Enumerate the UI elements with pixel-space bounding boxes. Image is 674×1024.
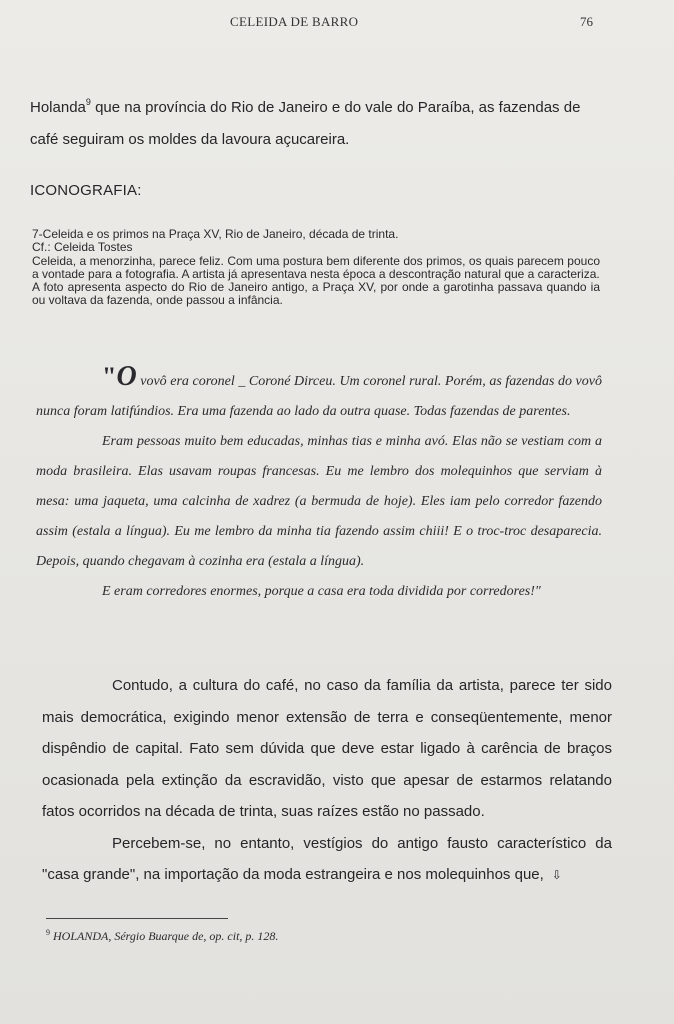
drop-letter: O (116, 361, 137, 392)
footnote-text: HOLANDA, Sérgio Buarque de, op. cit, p. 128. (50, 929, 279, 943)
body-paragraph-2 (42, 828, 612, 892)
running-title: CELEIDA DE BARRO (230, 14, 359, 29)
intro-text-rest: que na província do Rio de Janeiro e do vale do Paraíba, as fazendas de café seguiram os moldes da lavoura açucareira. (30, 99, 581, 148)
quote-text-1: vovô era coronel _ Coroné Dirceu. Um coronel rural. Porém, as fazendas do vovô nunca foram latifúndios. Era uma fazenda ao lado da outra quase. Todas fazendas de parentes. (36, 374, 602, 419)
footnote-number: 9 (46, 928, 50, 937)
quote-paragraph-2: Eram pessoas muito bem educadas, minhas tias e minha avó. Elas não se vestiam com a moda brasileira. Elas usavam roupas francesas. Eu me lembro dos molequinhos que serviam à mesa: uma jaqueta, uma calcinha de xadrez (a bermuda de hoje). Eles iam pelo corredor fazendo assim (estala a língua). Eu me lembro da minha tia fazendo assim chiii! E o troc-troc desaparecia. Depois, quando chegavam à cozinha era (estala a língua). (36, 434, 602, 569)
section-heading: ICONOGRAFIA: (30, 182, 142, 199)
body-paragraph-2-text: Percebem-se, no entanto, vestígios do antigo fausto característico da "casa grande", na importação da moda estrangeira e nos molequinhos que, (42, 834, 612, 883)
interview-quote (36, 362, 602, 607)
caption-figure-title: 7-Celeida e os primos na Praça XV, Rio de Janeiro, década de trinta. (32, 227, 399, 241)
caption-credit: Cf.: Celeida Tostes (32, 240, 133, 255)
quote-paragraph-3: E eram corredores enormes, porque a casa era toda dividida por corredores!" (102, 584, 541, 599)
intro-text-start: Holanda (30, 99, 86, 116)
quote-paragraph-1 (36, 362, 602, 427)
body-paragraph-1: Contudo, a cultura do café, no caso da família da artista, parece ter sido mais democrática, exigindo menor extensão de terra e conseqüentemente, menor dispêndio de capital. Fato sem dúvida que deve estar ligado à carência de braços ocasionada pela extinção da escravidão, visto que apesar de estarmos relatando fatos ocorridos na década de trinta, suas raízes estão no passado. (42, 677, 612, 820)
footnote-divider (46, 918, 228, 919)
continue-arrow-icon: ⇩ (551, 868, 562, 882)
caption-description: Celeida, a menorzinha, parece feliz. Com uma postura bem diferente dos primos, os quais parecem pouco a vontade para a fotografia. A artista já apresentava nesta época a descontração natural que a caracteriza. (32, 253, 600, 281)
body-text (42, 670, 612, 892)
running-header (0, 14, 674, 34)
page-number: 76 (580, 14, 593, 29)
footnote (46, 928, 278, 944)
figure-caption (32, 228, 600, 308)
opening-quote-mark: " (102, 362, 117, 391)
caption-context: A foto apresenta aspecto do Rio de Janeiro antigo, a Praça XV, por onde a garotinha passava quando ia ou voltava da fazenda, onde passou a infância. (32, 280, 600, 308)
intro-paragraph (30, 86, 610, 156)
footnote-reference: 9 (85, 97, 91, 107)
